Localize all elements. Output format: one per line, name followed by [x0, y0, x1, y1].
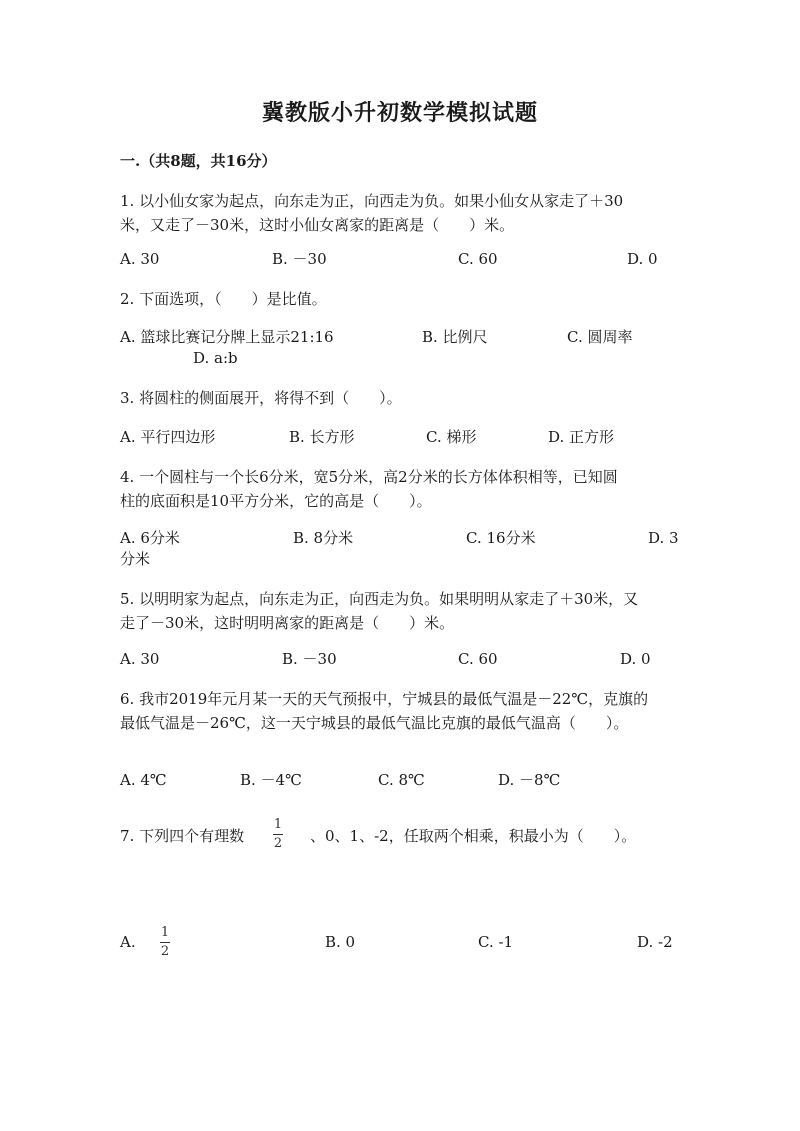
question-7-option-a-fraction [160, 926, 170, 959]
question-7-option-c: C. -1 [478, 933, 514, 951]
question-3-option-d: D. 正方形 [548, 428, 615, 446]
question-7-stem-prefix: 7. 下列四个有理数 [120, 827, 245, 845]
question-1-stem-line2: 米，又走了－30米，这时小仙女离家的距离是（ ）米。 [120, 216, 515, 234]
question-5-stem-line1: 5. 以明明家为起点，向东走为正，向西走为负。如果明明从家走了＋30米，又 [120, 590, 639, 608]
question-1-stem-line1: 1. 以小仙女家为起点，向东走为正，向西走为负。如果小仙女从家走了＋30 [120, 192, 624, 210]
question-2-option-b: B. 比例尺 [422, 328, 488, 346]
question-2-option-d: D. a:b [193, 349, 238, 367]
page-title: 冀教版小升初数学模拟试题 [261, 100, 538, 126]
question-7-option-a-numerator: 1 [160, 925, 170, 940]
question-4-option-a: A. 6分米 [120, 529, 180, 547]
question-5 [120, 587, 680, 635]
question-1-option-c: C. 60 [458, 250, 498, 268]
question-7-option-a-denominator: 2 [160, 944, 170, 959]
question-2-stem-line1: 2. 下面选项，（ ）是比值。 [120, 290, 327, 308]
question-7-stem-suffix: 、0、1、-2，任取两个相乘，积最小为（ ）。 [310, 827, 637, 845]
question-6-option-b: B. －4℃ [240, 771, 302, 789]
question-4-stem-line2: 柱的底面积是10平方分米，它的高是（ ）。 [120, 492, 432, 510]
question-2-option-c: C. 圆周率 [567, 328, 633, 346]
question-1 [120, 189, 680, 237]
fraction-bar [273, 834, 283, 835]
question-1-option-a: A. 30 [120, 250, 160, 268]
question-6-stem-line2: 最低气温是－26℃，这一天宁城县的最低气温比克旗的最低气温高（ ）。 [120, 714, 629, 732]
question-5-option-a: A. 30 [120, 650, 160, 668]
question-7-option-a: A. [120, 933, 136, 951]
question-7-fraction-denominator: 2 [273, 836, 283, 851]
question-3-option-b: B. 长方形 [289, 428, 355, 446]
question-7-fraction-numerator: 1 [273, 817, 283, 832]
question-4-option-b: B. 8分米 [293, 529, 354, 547]
question-4-stem-line1: 4. 一个圆柱与一个长6分米，宽5分米，高2分米的长方体体积相等，已知圆 [120, 468, 618, 486]
question-6-option-c: C. 8℃ [378, 771, 425, 789]
question-7-option-b: B. 0 [325, 933, 356, 951]
question-2-option-a: A. 篮球比赛记分牌上显示21:16 [120, 328, 334, 346]
question-5-stem-line2: 走了－30米，这时明明离家的距离是（ ）米。 [120, 614, 455, 632]
question-6-stem-line1: 6. 我市2019年元月某一天的天气预报中，宁城县的最低气温是－22℃，克旗的 [120, 690, 649, 708]
question-6-option-d: D. －8℃ [498, 771, 561, 789]
question-7-option-d: D. -2 [637, 933, 673, 951]
question-5-option-c: C. 60 [458, 650, 498, 668]
question-7-fraction [273, 818, 283, 851]
question-6-option-a: A. 4℃ [120, 771, 167, 789]
question-1-option-d: D. 0 [627, 250, 658, 268]
question-4-option-d-unit: 分米 [120, 550, 151, 568]
question-5-option-d: D. 0 [620, 650, 651, 668]
question-2 [120, 287, 680, 311]
question-6 [120, 687, 680, 735]
question-3-option-a: A. 平行四边形 [120, 428, 216, 446]
question-4 [120, 465, 680, 513]
question-5-option-b: B. －30 [282, 650, 337, 668]
question-1-option-b: B. －30 [272, 250, 327, 268]
question-4-option-c: C. 16分米 [466, 529, 536, 547]
question-3-option-c: C. 梯形 [426, 428, 477, 446]
question-3 [120, 386, 680, 410]
section-heading: 一.（共8题，共16分） [120, 152, 277, 170]
question-3-stem-line1: 3. 将圆柱的侧面展开，将得不到（ ）。 [120, 389, 402, 407]
fraction-bar [160, 942, 170, 943]
question-4-option-d: D. 3 [648, 529, 679, 547]
